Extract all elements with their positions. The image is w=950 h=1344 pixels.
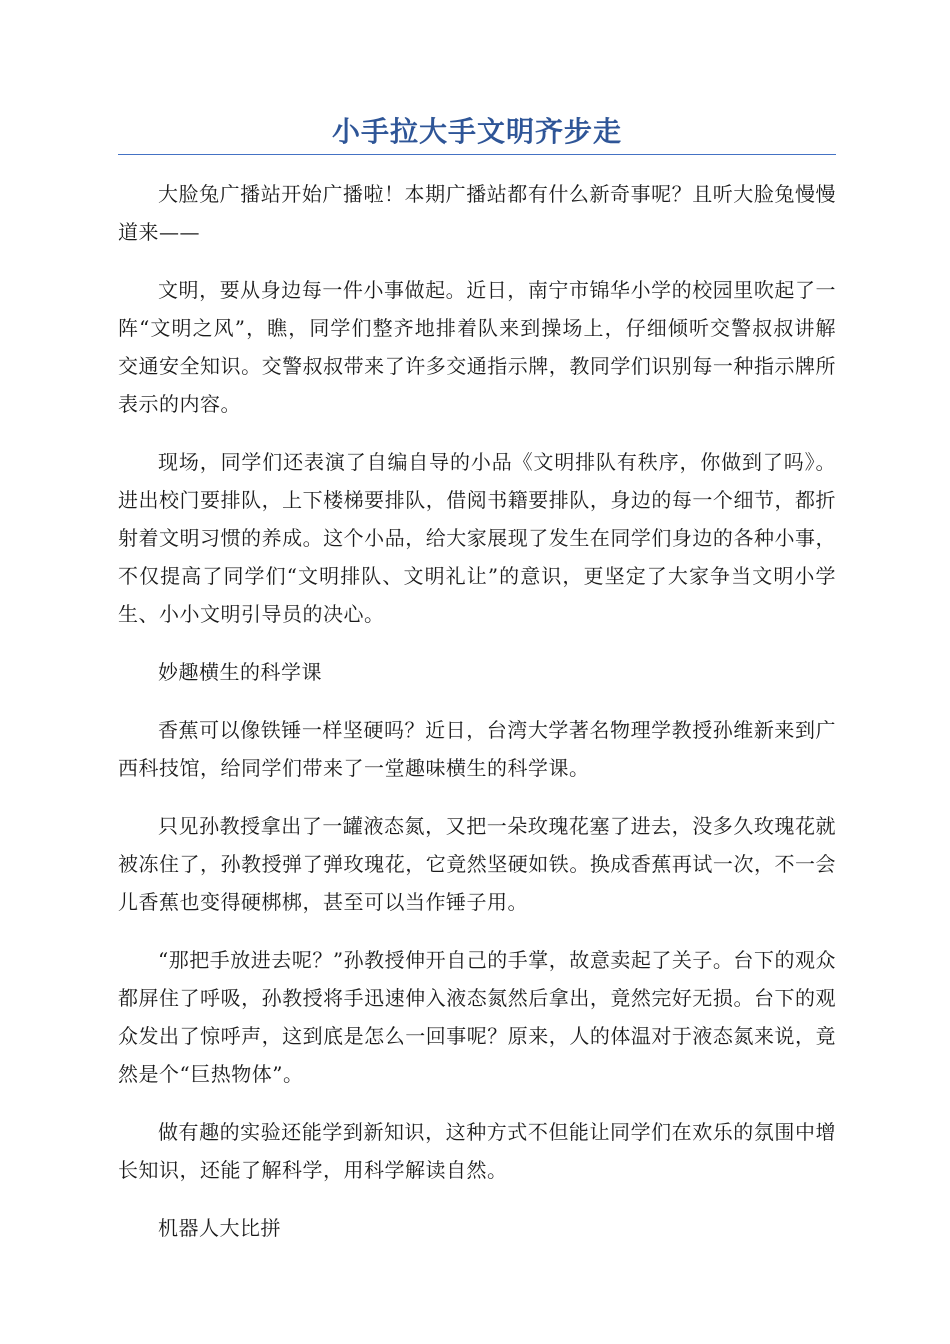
title-underline — [118, 154, 836, 155]
document-title: 小手拉大手文明齐步走 — [331, 115, 622, 148]
paragraph-liquid-nitrogen: 只见孙教授拿出了一罐液态氮，又把一朵玫瑰花塞了进去，没多久玫瑰花就被冻住了，孙教授弹了弹玫瑰花，它竟然坚硬如铁。换成香蕉再试一次，不一会儿香蕉也变得硬梆梆，甚至可以当作锤子用。 — [118, 814, 836, 914]
document-page — [118, 112, 836, 1267]
document-body — [118, 175, 836, 1247]
paragraph-experiment: 做有趣的实验还能学到新知识，这种方式不但能让同学们在欢乐的氛围中增长知识，还能了解科学，用科学解读自然。 — [118, 1120, 836, 1182]
paragraph-banana: 香蕉可以像铁锤一样坚硬吗？近日，台湾大学著名物理学教授孙维新来到广西科技馆，给同学们带来了一堂趣味横生的科学课。 — [118, 718, 836, 780]
paragraph-hand-test: “那把手放进去呢？”孙教授伸开自己的手掌，故意卖起了关子。台下的观众都屏住了呼吸，孙教授将手迅速伸入液态氮然后拿出，竟然完好无损。台下的观众发出了惊呼声，这到底是怎么一回事呢？原来，人的体温对于液态氮来说，竟然是个“巨热物体”。 — [118, 948, 836, 1086]
section-heading-science: 妙趣横生的科学课 — [158, 660, 322, 684]
section-heading-robots: 机器人大比拼 — [158, 1216, 281, 1240]
paragraph-intro: 大脸兔广播站开始广播啦！本期广播站都有什么新奇事呢？且听大脸兔慢慢道来—— — [118, 182, 836, 244]
paragraph-civility: 文明，要从身边每一件小事做起。近日，南宁市锦华小学的校园里吹起了一阵“文明之风”，瞧，同学们整齐地排着队来到操场上，仔细倾听交警叔叔讲解交通安全知识。交警叔叔带来了许多交通指示牌，教同学们识别每一种指示牌所表示的内容。 — [118, 278, 836, 416]
paragraph-skit: 现场，同学们还表演了自编自导的小品《文明排队有秩序，你做到了吗》。进出校门要排队，上下楼梯要排队，借阅书籍要排队，身边的每一个细节，都折射着文明习惯的养成。这个小品，给大家展现了发生在同学们身边的各种小事，不仅提高了同学们“文明排队、文明礼让”的意识，更坚定了大家争当文明小学生、小小文明引导员的决心。 — [118, 450, 836, 626]
